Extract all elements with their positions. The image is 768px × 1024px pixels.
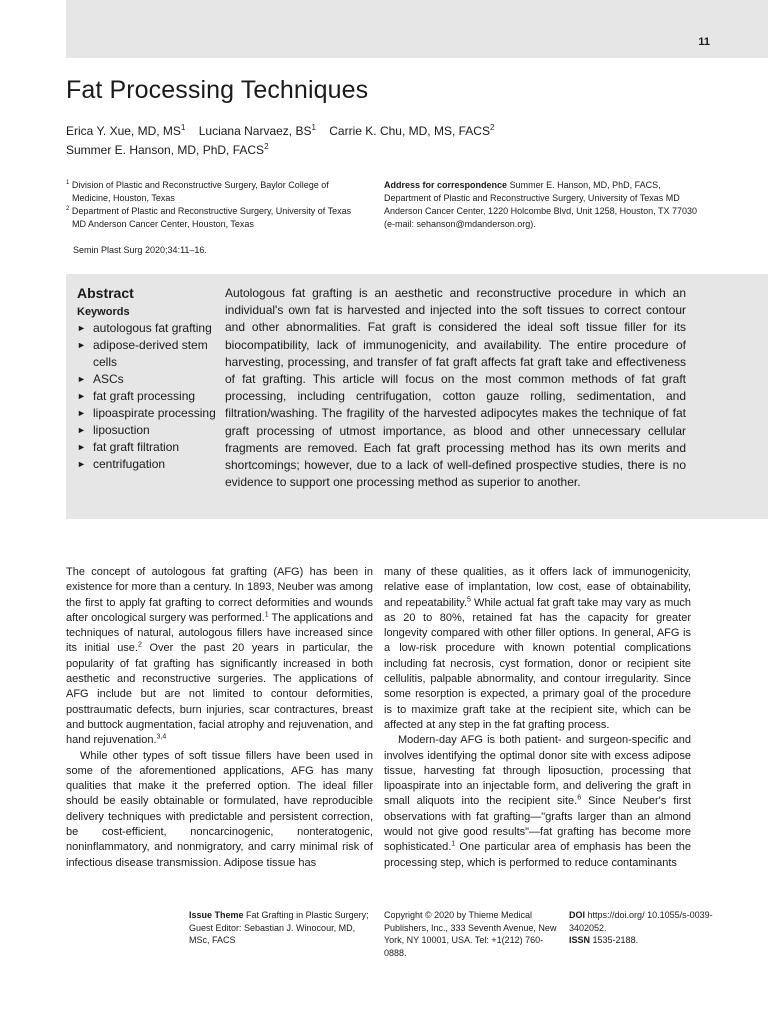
keyword-item: ► fat graft processing — [77, 389, 196, 403]
footer-doi: DOI https://doi.org/ 10.1055/s-0039-3402052. ISSN 1535-2188. — [569, 910, 713, 945]
keyword-item: ► autologous fat grafting — [77, 321, 212, 335]
bullet-arrow-icon: ► — [77, 459, 86, 469]
bullet-arrow-icon: ► — [77, 323, 86, 333]
bullet-arrow-icon: ► — [77, 374, 86, 384]
reference-superscript: 6 — [577, 794, 582, 802]
keyword-item: ► centrifugation — [77, 457, 166, 471]
keyword-item: ► fat graft filtration — [77, 440, 180, 454]
reference-superscript: 3,4 — [156, 733, 167, 741]
keyword-item: ► ASCs — [77, 372, 124, 386]
abstract-text: Autologous fat grafting is an aesthetic and reconstructive procedure in which an individual's own fat is harvested and injected into the soft tissues to correct contour and other abnormalities. Fat graft is considered the ideal soft tissue filler for its biocompatibility, lack of immunogenicity, and availability. The entire procedure of harvesting, processing, and transfer of fat graft affects fat graft take and effectiveness of fat grafting. This article will focus on the most common methods of fat graft processing, including centrifugation, cotton gauze rolling, sedimentation, and filtration/washing. The fragility of the harvested adipocytes makes the technique of fat graft processing of utmost importance, as blood and other unnecessary cellular fragments are removed. Each fat graft processing method has its own merits and shortcomings; however, due to a lack of well-defined prospective studies, there is no evidence to support one processing method as superior to another. — [225, 286, 686, 490]
author: Carrie K. Chu, MD, MS, FACS$^2$ — [329, 123, 495, 138]
author: Luciana Narvaez, $BS^1$ — [198, 123, 316, 138]
reference-superscript: 5 — [467, 595, 471, 603]
footer-copyright: Copyright © 2020 by Thieme Medical Publishers, Inc., 333 Seventh Avenue, New York, NY 10001, USA. Tel: +1(212) 760-0888. — [384, 910, 557, 958]
affiliation: $^2$ Department of Plastic and Reconstructive Surgery, University of Texas MD Anderson Cancer Center, Houston, Texas — [66, 206, 352, 229]
keyword-item: ► liposuction — [77, 423, 150, 437]
footer-issue-theme: Issue Theme Fat Grafting in Plastic Surgery; Guest Editor: Sebastian J. Winocour, MD, MSc, FACS — [189, 910, 369, 945]
affiliation: $^1$ Division of Plastic and Reconstructive Surgery, Baylor College of Medicine, Houston, Texas — [66, 180, 329, 203]
author: Erica Y. Xue, MD, $MS^1$ — [66, 123, 186, 138]
body-paragraph: Modern-day AFG is both patient- and surgeon-specific and involves identifying the optimal donor site with excess adipose tissue, harvesting fat through liposuction, processing that lipoaspirate into an injectable form, and delivering the graft in small aliquots into the recipient site.$^6$ Since Neuber's first observations with fat grafting—"grafts larger than an almond would not give good results"—fat grafting has become more sophisticated.$^1$ One particular area of emphasis has been the processing step, which is performed to reduce contaminants — [384, 734, 691, 869]
author-list — [66, 122, 706, 160]
reference-superscript: 1 — [451, 840, 456, 848]
keyword-item: ► adipose-derived stem cells — [77, 338, 208, 369]
keywords-heading: Keywords — [77, 306, 130, 318]
bullet-arrow-icon: ► — [77, 391, 86, 401]
header-band — [66, 0, 768, 58]
bullet-arrow-icon: ► — [77, 425, 86, 435]
body-column-right — [384, 565, 691, 871]
correspondence — [384, 179, 704, 231]
abstract-heading: Abstract — [77, 285, 134, 301]
correspondence-label: Address for correspondence — [384, 180, 508, 190]
affiliations — [66, 179, 366, 231]
bullet-arrow-icon: ► — [77, 408, 86, 418]
reference-superscript: 1 — [264, 611, 269, 619]
author: Summer E. Hanson, MD, PhD, FACS$^2$ — [66, 142, 269, 157]
citation: Semin Plast Surg 2020;34:11–16. — [73, 245, 207, 255]
bullet-arrow-icon: ► — [77, 442, 86, 452]
body-paragraph: many of these qualities, as it offers lack of immunogenicity, relative ease of implantation, low cost, ease of obtainability, and repeatability.$^5$ While actual fat graft take may vary as much as 20 to 80%, retained fat has the capacity for greater longevity compared with other filler options. In general, AFG is a low-risk procedure with known potential complications including fat necrosis, cyst formation, donor or recipient site cellulitis, palpable abnormality, and contour irregularity. Since some resorption is expected, a primary goal of the procedure is to maximize graft take at the recipient site, which can be affected at any step in the fat grafting process. — [384, 566, 691, 731]
body-paragraph: While other types of soft tissue fillers have been used in some of the aforementioned applications, AFG has many qualities that make it the preferred option. The ideal filler should be easily obtainable or formulated, have reproducible delivery techniques with predictable and persistent correction, be cost-efficient, noncarcinogenic, nonteratogenic, noninflammatory, and nonmigratory, and carry minimal risk of infectious disease transmission. Adipose tissue has — [66, 749, 373, 869]
bullet-arrow-icon: ► — [77, 340, 86, 350]
body-paragraph: The concept of autologous fat grafting (AFG) has been in existence for more than a century. In 1893, Neuber was among the first to apply fat grafting to correct deformities and wounds after oncological surgery was performed.$^1$ The applications and techniques of natural, autologous fillers have increased since its initial use.$^2$ Over the past 20 years in particular, the popularity of fat grafting has significantly increased in both aesthetic and reconstructive surgeries. The applications of AFG include but are not limited to contour deformities, posttraumatic defects, burn injuries, scar contractures, breast and buttock augmentation, facial atrophy and rejuvenation, and hand rejuvenation.$^{3,4}$ — [66, 566, 373, 747]
correspondence-text: Summer E. Hanson, MD, PhD, FACS, Department of Plastic and Reconstructive Surgery, University of Texas MD Anderson Cancer Center, 1220 Holcombe Blvd, Unit 1258, Houston, TX 77030 (e-mail: sehanson@mdanderson.org). — [384, 180, 698, 229]
keyword-list — [77, 320, 217, 473]
article-title: Fat Processing Techniques — [66, 76, 369, 104]
reference-superscript: 2 — [137, 641, 142, 649]
keyword-item: ► lipoaspirate processing — [77, 406, 216, 420]
body-column-left — [66, 565, 373, 871]
page-number: 11 — [698, 36, 710, 48]
